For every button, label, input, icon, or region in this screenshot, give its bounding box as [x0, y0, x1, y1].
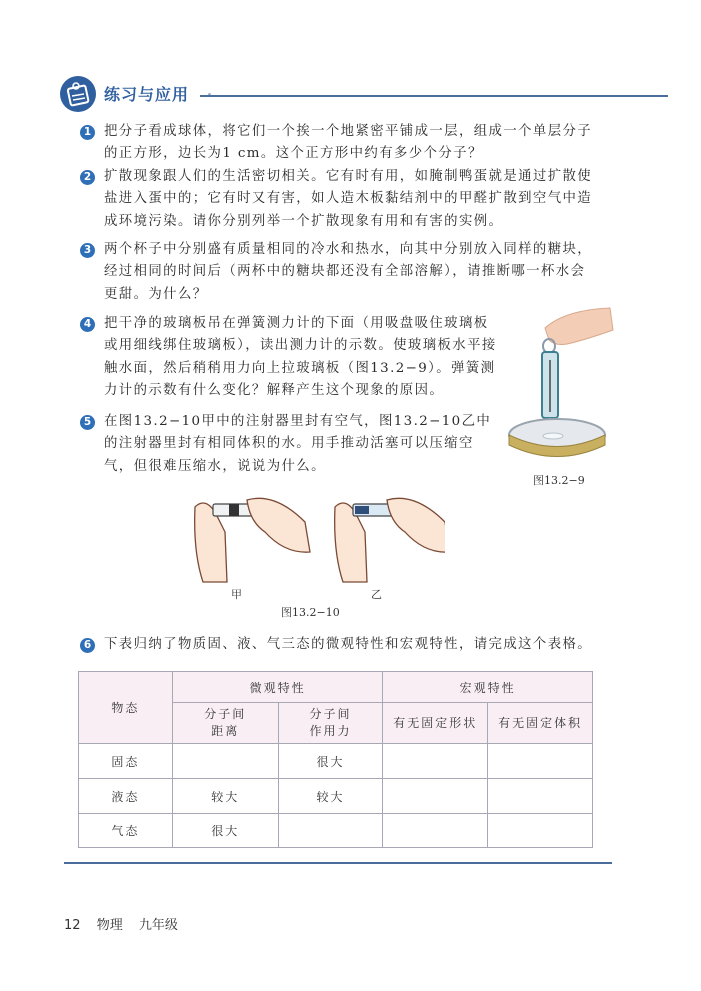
number-badge: 4 [80, 317, 95, 332]
clipboard-icon [60, 76, 96, 112]
question-text: 在图13.2−10甲中的注射器里封有空气，图13.2−10乙中的注射器里封有相同体积的水。用手推动活塞可以压缩空气，但很难压缩水，说说为什么。 [104, 414, 492, 474]
table-row [79, 779, 593, 814]
question-2 [80, 166, 600, 233]
number-badge: 5 [80, 415, 95, 430]
number-badge: 1 [80, 125, 95, 140]
figure-caption: 图13.2−9 [533, 474, 585, 487]
cell-state: 固态 [79, 744, 173, 779]
header-volume: 有无固定体积 [488, 703, 593, 744]
page-footer [64, 914, 190, 933]
figure-label-yi: 乙 [371, 588, 382, 601]
footer-divider [64, 862, 612, 864]
cell-distance: 很大 [172, 814, 278, 848]
header-distance: 分子间 距离 [172, 703, 278, 744]
figure-13-2-9 [505, 300, 620, 490]
cell-shape[interactable] [383, 744, 488, 779]
question-text: 把分子看成球体，将它们一个挨一个地紧密平铺成一层，组成一个单层分子的正方形，边长为1 cm。这个正方形中约有多少个分子？ [104, 124, 593, 162]
header-state: 物态 [79, 672, 173, 744]
number-badge: 6 [80, 638, 95, 653]
section-header [60, 74, 620, 114]
question-6 [80, 634, 600, 656]
section-title: 练习与应用 [104, 85, 190, 104]
question-3 [80, 239, 600, 306]
figure-13-2-10 [185, 492, 445, 622]
subject-label: 物理 [96, 918, 123, 933]
question-text: 把干净的玻璃板吊在弹簧测力计的下面（用吸盘吸住玻璃板或用细线绑住玻璃板），读出测力计的示数。使玻璃板水平接触水面，然后稍稍用力向上拉玻璃板（图13.2−9）。弹簧测力计的示数有什么变化？解释产生这个现象的原因。 [104, 316, 497, 398]
question-text: 两个杯子中分别盛有质量相同的冷水和热水，向其中分别放入同样的糖块，经过相同的时间后（两杯中的糖块都还没有全部溶解），请推断哪一杯水会更甜。为什么？ [104, 242, 593, 302]
cell-volume[interactable] [488, 814, 593, 848]
table-row [79, 744, 593, 779]
number-badge: 2 [80, 170, 95, 185]
spring-scale-photo [505, 300, 620, 465]
states-table [78, 671, 593, 848]
cell-distance[interactable] [172, 744, 278, 779]
question-4 [80, 313, 502, 402]
header-micro: 微观特性 [172, 672, 383, 703]
question-text: 扩散现象跟人们的生活密切相关。它有时有用，如腌制鸭蛋就是通过扩散使盐进入蛋中的；它有时又有害，如人造木板黏结剂中的甲醛扩散到空气中造成环境污染。请你分别列举一个扩散现象有用和有害的实例。 [104, 169, 593, 229]
header-shape: 有无固定形状 [383, 703, 488, 744]
question-text: 下表归纳了物质固、液、气三态的微观特性和宏观特性，请完成这个表格。 [104, 637, 593, 652]
cell-state: 气态 [79, 814, 173, 848]
header-force: 分子间 作用力 [278, 703, 383, 744]
cell-volume[interactable] [488, 744, 593, 779]
cell-volume[interactable] [488, 779, 593, 814]
header-macro: 宏观特性 [383, 672, 593, 703]
cell-shape[interactable] [383, 814, 488, 848]
figure-caption: 图13.2−10 [281, 606, 340, 619]
cell-force[interactable] [278, 814, 383, 848]
cell-state: 液态 [79, 779, 173, 814]
cell-shape[interactable] [383, 779, 488, 814]
question-5 [80, 411, 502, 478]
table-row [79, 814, 593, 848]
page-number: 12 [64, 918, 81, 933]
cell-force: 很大 [278, 744, 383, 779]
header-divider [200, 95, 668, 97]
cell-distance: 较大 [172, 779, 278, 814]
figure-label-jia: 甲 [231, 588, 242, 601]
cell-force: 较大 [278, 779, 383, 814]
grade-label: 九年级 [138, 918, 178, 933]
number-badge: 3 [80, 243, 95, 258]
syringe-illustration [185, 492, 445, 587]
question-1 [80, 121, 600, 166]
